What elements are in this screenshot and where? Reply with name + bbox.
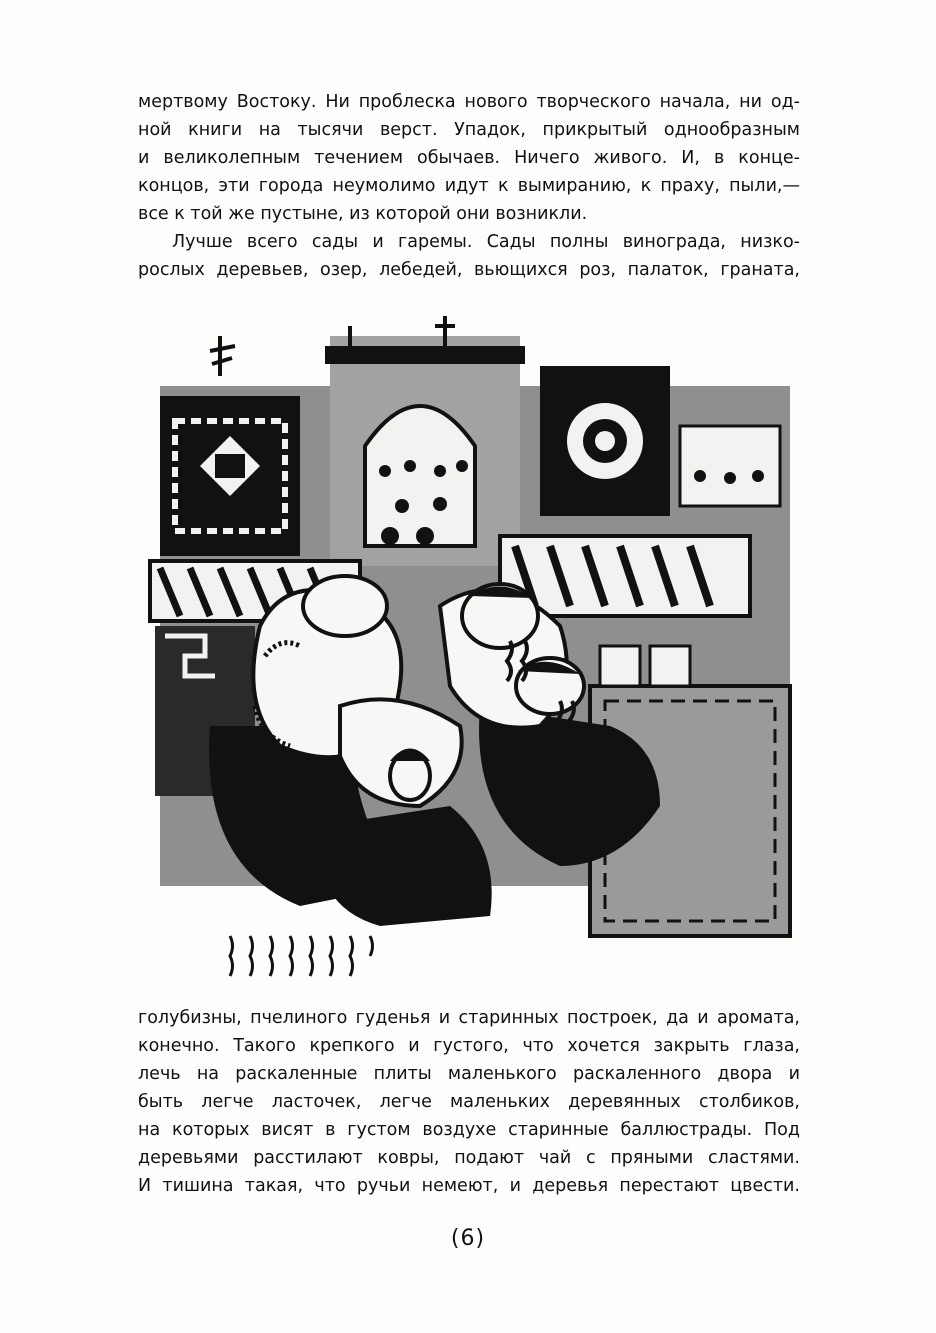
top-beam <box>325 346 525 364</box>
text-line: Лучше всего сады и гаремы. Сады полны винограда, низко- <box>172 232 800 252</box>
text-line: деревьями расстилают ковры, подают чай с пряными сластями. <box>138 1148 800 1168</box>
text-line: мертвому Востоку. Ни проблеска нового творческого начала, ни од- <box>138 92 800 112</box>
text-line: на которых висят в густом воздухе старинные баллюстрады. Под <box>138 1120 800 1140</box>
text-line: концов, эти города неумолимо идут к вымиранию, к праху, пыли,— <box>138 176 800 196</box>
carpet-fringe <box>230 936 373 976</box>
text-paragraph-1 <box>138 88 800 228</box>
text-line: И тишина такая, что ручьи немеют, и деревья перестают цвести. <box>138 1176 800 1196</box>
text-paragraph-3 <box>138 1004 800 1200</box>
text-line: все к той же пустыне, из которой они возникли. <box>138 204 588 224</box>
text-line: рослых деревьев, озер, лебедей, вьющихся роз, палаток, граната, <box>138 260 800 280</box>
text-line: и великолепным течением обычаев. Ничего живого. И, в конце- <box>138 148 800 168</box>
text-line: лечь на раскаленные плиты маленького раскаленного двора и <box>138 1064 800 1084</box>
text-line: ной книги на тысячи верст. Упадок, прикрытый однообразным <box>138 120 800 140</box>
text-line: голубизны, пчелиного гуденья и старинных построек, да и аромата, <box>138 1008 800 1028</box>
harem-illustration <box>140 306 800 978</box>
text-line: конечно. Такого крепкого и густого, что хочется закрыть глаза, <box>138 1036 800 1056</box>
text-paragraph-2 <box>138 228 800 284</box>
right-shelf <box>680 426 780 506</box>
page-number: (6) <box>450 1226 486 1251</box>
arch-niche <box>365 406 475 546</box>
text-line: быть легче ласточек, легче маленьких деревянных столбиков, <box>138 1092 800 1112</box>
